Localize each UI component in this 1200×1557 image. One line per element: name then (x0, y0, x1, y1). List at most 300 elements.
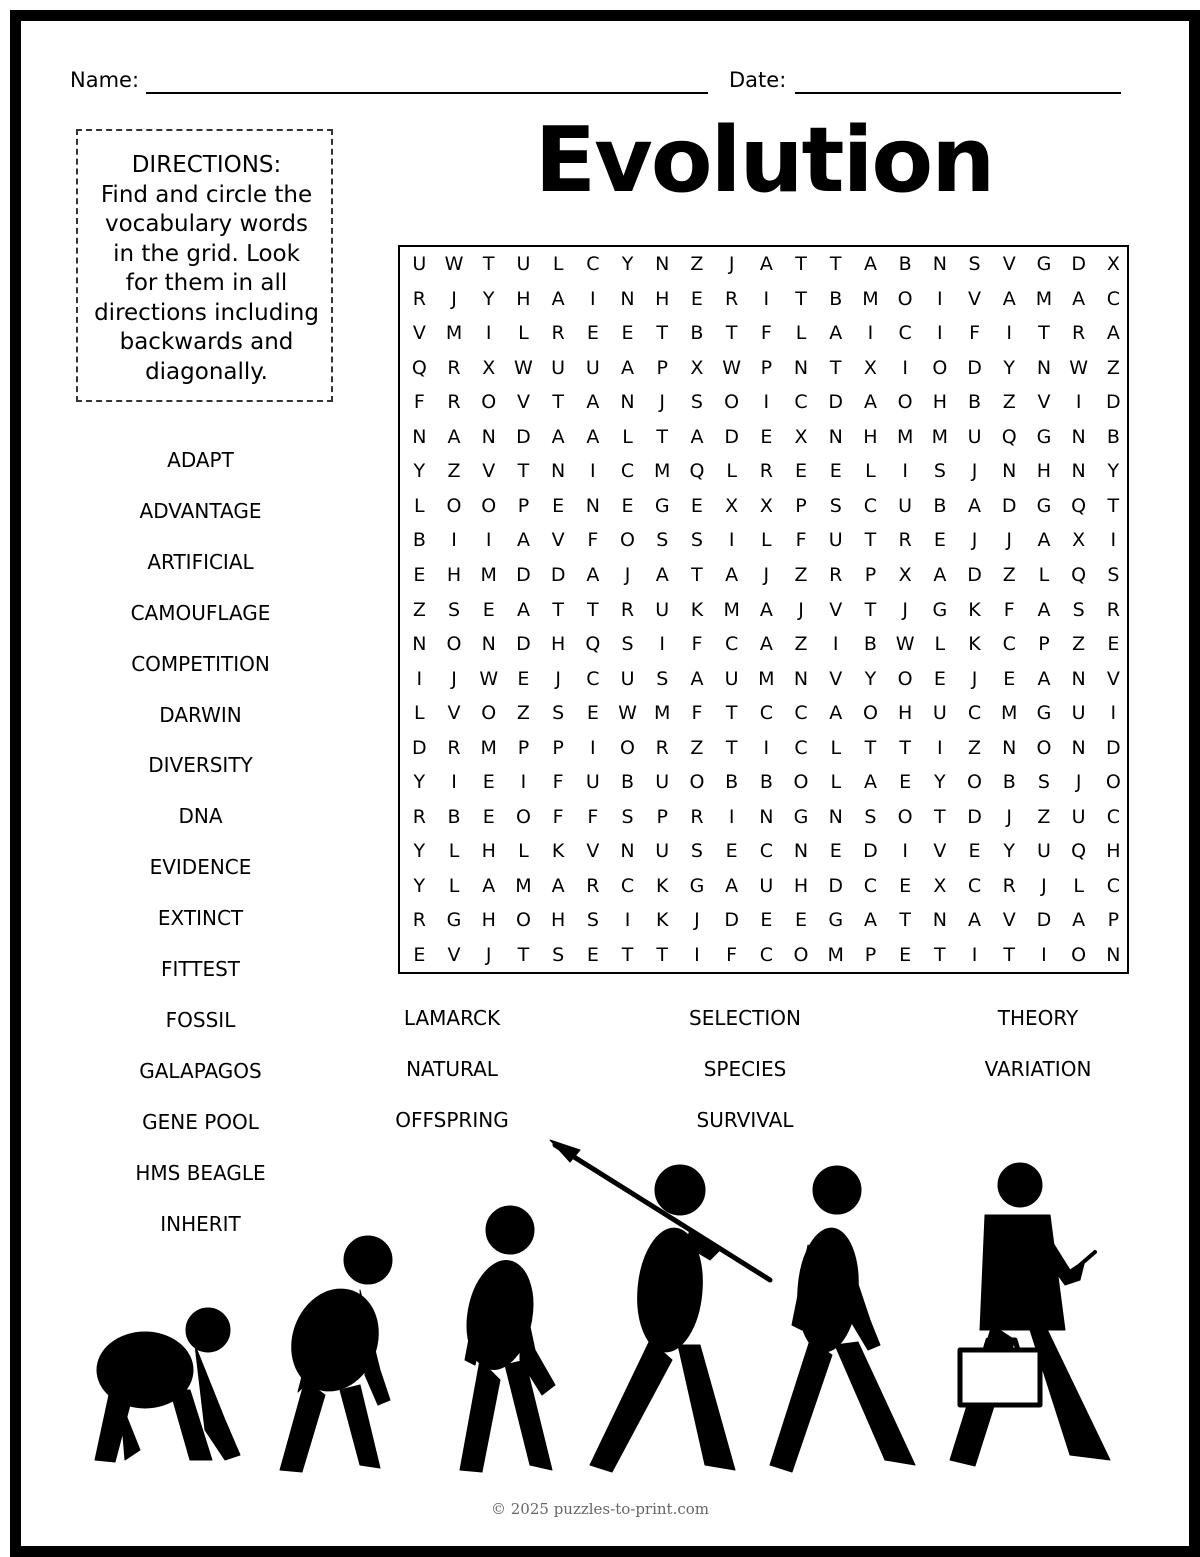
grid-letter[interactable]: T (1003, 944, 1016, 966)
grid-letter[interactable]: O (481, 391, 497, 414)
grid-letter[interactable]: I (902, 840, 908, 863)
grid-letter[interactable]: D (1036, 909, 1052, 932)
grid-letter[interactable]: P (656, 805, 668, 828)
grid-letter[interactable]: N (620, 391, 635, 414)
grid-letter[interactable]: V (551, 529, 565, 552)
grid-letter[interactable]: B (412, 529, 426, 552)
grid-letter[interactable]: D (967, 356, 982, 379)
grid-letter[interactable]: A (829, 702, 843, 725)
grid-letter[interactable]: T (517, 460, 530, 483)
grid-letter[interactable]: N (1106, 944, 1121, 966)
grid-letter[interactable]: K (656, 909, 669, 932)
grid-letter[interactable]: F (726, 944, 738, 966)
grid-letter[interactable]: T (829, 356, 842, 379)
grid-letter[interactable]: A (621, 356, 635, 379)
grid-letter[interactable]: U (655, 840, 670, 863)
grid-letter[interactable]: M (445, 322, 463, 345)
grid-letter[interactable]: I (902, 356, 908, 379)
grid-letter[interactable]: I (728, 529, 735, 552)
grid-letter[interactable]: A (725, 563, 739, 586)
grid-letter[interactable]: T (517, 944, 530, 966)
grid-letter[interactable]: N (793, 840, 809, 863)
grid-letter[interactable]: R (447, 736, 461, 759)
grid-letter[interactable]: L (622, 425, 633, 448)
grid-letter[interactable]: Y (864, 667, 877, 690)
grid-letter[interactable]: A (447, 425, 461, 448)
grid-letter[interactable]: N (1071, 460, 1086, 483)
grid-letter[interactable]: T (795, 287, 807, 310)
grid-letter[interactable]: H (550, 633, 566, 656)
grid-letter[interactable]: I (971, 944, 978, 966)
grid-letter[interactable]: R (412, 287, 426, 310)
grid-letter[interactable]: H (1036, 460, 1052, 483)
grid-letter[interactable]: J (728, 253, 735, 275)
grid-letter[interactable]: I (763, 287, 770, 310)
grid-letter[interactable]: W (514, 356, 533, 379)
grid-letter[interactable]: W (444, 253, 464, 275)
grid-letter[interactable]: S (1107, 563, 1120, 586)
grid-letter[interactable]: A (863, 391, 877, 414)
grid-letter[interactable]: M (896, 425, 914, 448)
grid-letter[interactable]: I (763, 736, 770, 759)
grid-letter[interactable]: O (446, 494, 462, 517)
grid-letter[interactable]: T (864, 598, 877, 621)
grid-letter[interactable]: N (828, 425, 843, 448)
grid-letter[interactable]: D (412, 736, 427, 759)
grid-letter[interactable]: P (1107, 909, 1120, 932)
grid-letter[interactable]: J (798, 598, 804, 621)
grid-letter[interactable]: S (552, 944, 565, 966)
grid-letter[interactable]: J (1041, 874, 1047, 897)
grid-letter[interactable]: G (793, 805, 809, 828)
grid-letter[interactable]: C (967, 702, 982, 725)
grid-letter[interactable]: L (518, 840, 529, 863)
grid-letter[interactable]: J (451, 667, 457, 690)
grid-letter[interactable]: Y (621, 253, 634, 275)
grid-letter[interactable]: H (446, 563, 462, 586)
grid-letter[interactable]: F (552, 805, 564, 828)
grid-letter[interactable]: U (620, 667, 635, 690)
grid-letter[interactable]: F (969, 322, 980, 345)
grid-letter[interactable]: A (1072, 909, 1086, 932)
grid-letter[interactable]: N (655, 253, 670, 275)
grid-letter[interactable]: I (937, 322, 943, 345)
grid-letter[interactable]: V (1037, 391, 1051, 414)
grid-letter[interactable]: M (654, 460, 671, 483)
grid-letter[interactable]: T (552, 391, 564, 414)
grid-letter[interactable]: B (863, 633, 877, 656)
grid-letter[interactable]: W (1069, 356, 1089, 379)
grid-letter[interactable]: N (828, 805, 843, 828)
grid-letter[interactable]: A (759, 253, 773, 275)
grid-letter[interactable]: O (793, 944, 809, 966)
grid-letter[interactable]: I (520, 771, 527, 794)
grid-letter[interactable]: L (1038, 563, 1050, 586)
grid-letter[interactable]: I (1041, 944, 1047, 966)
grid-letter[interactable]: L (795, 322, 807, 345)
grid-letter[interactable]: T (934, 805, 946, 828)
grid-letter[interactable]: O (481, 702, 497, 725)
grid-letter[interactable]: U (655, 771, 670, 794)
grid-letter[interactable]: A (690, 425, 704, 448)
grid-letter[interactable]: A (1037, 667, 1051, 690)
grid-letter[interactable]: N (551, 460, 566, 483)
grid-letter[interactable]: S (552, 702, 565, 725)
grid-letter[interactable]: U (932, 702, 947, 725)
grid-letter[interactable]: K (690, 598, 704, 621)
grid-letter[interactable]: R (725, 287, 739, 310)
grid-letter[interactable]: T (725, 702, 738, 725)
grid-letter[interactable]: J (971, 667, 978, 690)
grid-letter[interactable]: I (1006, 322, 1013, 345)
grid-letter[interactable]: K (551, 840, 565, 863)
grid-letter[interactable]: Z (1106, 356, 1120, 379)
grid-letter[interactable]: I (590, 287, 596, 310)
grid-letter[interactable]: W (895, 633, 915, 656)
grid-letter[interactable]: G (1036, 425, 1052, 448)
grid-letter[interactable]: U (828, 529, 843, 552)
grid-letter[interactable]: Y (1003, 356, 1016, 379)
grid-letter[interactable]: C (1106, 874, 1120, 897)
grid-letter[interactable]: P (795, 494, 807, 517)
grid-letter[interactable]: W (722, 356, 742, 379)
grid-letter[interactable]: H (863, 425, 878, 448)
grid-letter[interactable]: B (447, 805, 461, 828)
grid-letter[interactable]: L (761, 529, 772, 552)
grid-letter[interactable]: R (1106, 598, 1120, 621)
grid-letter[interactable]: X (1072, 529, 1086, 552)
grid-letter[interactable]: L (726, 460, 737, 483)
grid-letter[interactable]: H (793, 874, 809, 897)
grid-letter[interactable]: N (932, 253, 947, 275)
grid-letter[interactable]: A (586, 563, 600, 586)
grid-letter[interactable]: U (655, 598, 670, 621)
grid-letter[interactable]: T (725, 736, 738, 759)
grid-letter[interactable]: R (1072, 322, 1086, 345)
grid-letter[interactable]: L (830, 736, 842, 759)
grid-letter[interactable]: N (1036, 356, 1052, 379)
grid-letter[interactable]: O (897, 391, 913, 414)
grid-letter[interactable]: D (550, 563, 566, 586)
grid-letter[interactable]: A (551, 425, 565, 448)
grid-letter[interactable]: D (724, 909, 739, 932)
grid-letter[interactable]: I (1110, 529, 1117, 552)
grid-letter[interactable]: T (691, 563, 703, 586)
grid-letter[interactable]: P (864, 563, 877, 586)
grid-letter[interactable]: O (724, 391, 740, 414)
grid-letter[interactable]: M (1035, 287, 1053, 310)
grid-letter[interactable]: S (690, 840, 703, 863)
grid-letter[interactable]: X (933, 874, 947, 897)
grid-letter[interactable]: C (967, 874, 982, 897)
grid-letter[interactable]: X (1106, 253, 1120, 275)
grid-letter[interactable]: L (518, 322, 529, 345)
grid-letter[interactable]: G (654, 494, 670, 517)
grid-letter[interactable]: K (968, 633, 981, 656)
grid-letter[interactable]: V (412, 322, 426, 345)
grid-letter[interactable]: T (829, 253, 842, 275)
grid-letter[interactable]: D (516, 425, 531, 448)
grid-letter[interactable]: O (620, 529, 636, 552)
grid-letter[interactable]: A (690, 667, 704, 690)
grid-letter[interactable]: V (586, 840, 600, 863)
grid-letter[interactable]: R (829, 563, 843, 586)
grid-letter[interactable]: C (863, 494, 878, 517)
grid-letter[interactable]: N (1071, 425, 1086, 448)
grid-letter[interactable]: U (585, 356, 600, 379)
grid-letter[interactable]: A (829, 322, 843, 345)
grid-letter[interactable]: H (550, 909, 566, 932)
grid-letter[interactable]: J (763, 563, 770, 586)
grid-letter[interactable]: A (1002, 287, 1016, 310)
grid-letter[interactable]: R (620, 598, 635, 621)
grid-letter[interactable]: O (932, 356, 948, 379)
grid-letter[interactable]: N (793, 356, 809, 379)
grid-letter[interactable]: T (482, 253, 495, 275)
grid-letter[interactable]: P (517, 736, 530, 759)
grid-letter[interactable]: D (724, 425, 739, 448)
grid-letter[interactable]: A (1072, 287, 1086, 310)
grid-letter[interactable]: I (659, 633, 666, 656)
grid-letter[interactable]: X (898, 563, 912, 586)
grid-letter[interactable]: I (694, 944, 700, 966)
grid-letter[interactable]: I (728, 805, 735, 828)
grid-letter[interactable]: Z (1002, 563, 1016, 586)
grid-letter[interactable]: T (621, 944, 634, 966)
grid-letter[interactable]: I (416, 667, 423, 690)
grid-letter[interactable]: Z (447, 460, 461, 483)
grid-letter[interactable]: Z (412, 598, 426, 621)
grid-letter[interactable]: A (655, 563, 669, 586)
grid-letter[interactable]: J (1006, 529, 1013, 552)
grid-letter[interactable]: H (897, 702, 913, 725)
grid-letter[interactable]: U (967, 425, 982, 448)
grid-letter[interactable]: C (794, 736, 808, 759)
grid-letter[interactable]: C (898, 322, 912, 345)
grid-letter[interactable]: Z (968, 736, 982, 759)
grid-letter[interactable]: C (725, 633, 739, 656)
grid-letter[interactable]: P (552, 736, 564, 759)
grid-letter[interactable]: L (448, 840, 460, 863)
grid-letter[interactable]: Z (690, 253, 704, 275)
grid-letter[interactable]: A (1037, 598, 1051, 621)
grid-letter[interactable]: S (448, 598, 461, 621)
grid-letter[interactable]: B (898, 253, 912, 275)
grid-letter[interactable]: V (829, 667, 843, 690)
grid-letter[interactable]: X (794, 425, 808, 448)
grid-letter[interactable]: T (656, 944, 669, 966)
grid-letter[interactable]: D (1106, 736, 1121, 759)
grid-letter[interactable]: S (829, 494, 842, 517)
grid-letter[interactable]: I (451, 771, 457, 794)
grid-letter[interactable]: A (1037, 529, 1051, 552)
grid-letter[interactable]: I (937, 736, 943, 759)
grid-letter[interactable]: R (898, 529, 912, 552)
grid-letter[interactable]: I (867, 322, 874, 345)
grid-letter[interactable]: A (551, 874, 565, 897)
grid-letter[interactable]: A (933, 563, 947, 586)
grid-letter[interactable]: S (1037, 771, 1050, 794)
grid-letter[interactable]: B (725, 771, 739, 794)
grid-letter[interactable]: P (864, 944, 877, 966)
grid-letter[interactable]: U (1071, 805, 1086, 828)
grid-letter[interactable]: A (968, 909, 982, 932)
grid-letter[interactable]: H (481, 909, 496, 932)
grid-letter[interactable]: E (760, 425, 773, 448)
grid-letter[interactable]: A (863, 909, 877, 932)
grid-letter[interactable]: N (412, 633, 427, 656)
grid-letter[interactable]: R (551, 322, 565, 345)
grid-letter[interactable]: M (654, 702, 671, 725)
grid-letter[interactable]: P (760, 356, 773, 379)
grid-letter[interactable]: H (481, 840, 496, 863)
grid-letter[interactable]: E (552, 494, 565, 517)
grid-letter[interactable]: A (725, 874, 739, 897)
grid-letter[interactable]: U (585, 771, 600, 794)
grid-letter[interactable]: O (793, 771, 809, 794)
grid-letter[interactable]: S (621, 805, 634, 828)
grid-letter[interactable]: W (479, 667, 499, 690)
grid-letter[interactable]: W (618, 702, 637, 725)
grid-letter[interactable]: F (795, 529, 807, 552)
grid-letter[interactable]: C (863, 874, 878, 897)
grid-letter[interactable]: O (1036, 736, 1052, 759)
grid-letter[interactable]: S (690, 529, 703, 552)
grid-letter[interactable]: S (968, 253, 981, 275)
grid-letter[interactable]: O (515, 909, 531, 932)
grid-letter[interactable]: R (412, 805, 426, 828)
grid-letter[interactable]: E (829, 840, 842, 863)
grid-letter[interactable]: A (968, 494, 982, 517)
grid-letter[interactable]: M (480, 736, 497, 759)
grid-letter[interactable]: O (1105, 771, 1121, 794)
grid-letter[interactable]: A (586, 391, 600, 414)
grid-letter[interactable]: E (899, 874, 912, 897)
grid-letter[interactable]: A (482, 874, 496, 897)
grid-letter[interactable]: E (933, 529, 946, 552)
grid-letter[interactable]: X (690, 356, 704, 379)
grid-letter[interactable]: D (516, 563, 531, 586)
grid-letter[interactable]: I (1110, 702, 1117, 725)
grid-letter[interactable]: Z (794, 563, 808, 586)
grid-letter[interactable]: U (724, 667, 739, 690)
grid-letter[interactable]: C (794, 391, 808, 414)
grid-letter[interactable]: Y (413, 771, 426, 794)
grid-letter[interactable]: E (621, 322, 634, 345)
grid-letter[interactable]: E (690, 494, 703, 517)
grid-letter[interactable]: J (1006, 805, 1013, 828)
grid-letter[interactable]: G (1036, 494, 1052, 517)
grid-letter[interactable]: E (899, 771, 912, 794)
grid-letter[interactable]: I (451, 529, 457, 552)
grid-letter[interactable]: R (412, 909, 426, 932)
grid-letter[interactable]: A (551, 287, 565, 310)
grid-letter[interactable]: E (621, 494, 634, 517)
name-field[interactable] (146, 92, 708, 94)
grid-letter[interactable]: Q (585, 633, 601, 656)
grid-letter[interactable]: N (1071, 667, 1086, 690)
grid-letter[interactable]: B (621, 771, 635, 794)
grid-letter[interactable]: M (827, 944, 844, 966)
grid-letter[interactable]: K (656, 874, 669, 897)
grid-letter[interactable]: N (932, 909, 947, 932)
grid-letter[interactable]: V (516, 391, 530, 414)
grid-letter[interactable]: M (723, 598, 740, 621)
grid-letter[interactable]: F (587, 529, 599, 552)
grid-letter[interactable]: E (586, 322, 599, 345)
grid-letter[interactable]: B (1106, 425, 1120, 448)
grid-letter[interactable]: E (413, 563, 426, 586)
grid-letter[interactable]: M (515, 874, 532, 897)
grid-letter[interactable]: Q (689, 460, 705, 483)
grid-letter[interactable]: I (1075, 391, 1082, 414)
grid-letter[interactable]: S (864, 805, 877, 828)
grid-letter[interactable]: D (1106, 391, 1121, 414)
grid-letter[interactable]: R (447, 356, 461, 379)
grid-letter[interactable]: C (1106, 287, 1120, 310)
grid-letter[interactable]: Z (794, 633, 808, 656)
grid-letter[interactable]: L (865, 460, 876, 483)
grid-letter[interactable]: N (585, 494, 600, 517)
grid-letter[interactable]: M (480, 563, 497, 586)
grid-letter[interactable]: Y (1107, 460, 1120, 483)
grid-letter[interactable]: J (971, 460, 978, 483)
grid-letter[interactable]: O (689, 771, 705, 794)
grid-letter[interactable]: E (482, 771, 495, 794)
grid-letter[interactable]: A (759, 633, 773, 656)
date-field[interactable] (795, 92, 1121, 94)
grid-letter[interactable]: J (694, 909, 700, 932)
grid-letter[interactable]: I (902, 460, 908, 483)
grid-letter[interactable]: H (516, 287, 531, 310)
grid-letter[interactable]: D (1001, 494, 1017, 517)
grid-letter[interactable]: L (414, 494, 425, 517)
grid-letter[interactable]: N (1002, 460, 1017, 483)
grid-letter[interactable]: I (485, 322, 492, 345)
grid-letter[interactable]: K (968, 598, 981, 621)
grid-letter[interactable]: U (1071, 702, 1086, 725)
grid-letter[interactable]: O (897, 287, 913, 310)
grid-letter[interactable]: L (830, 771, 842, 794)
grid-letter[interactable]: A (759, 598, 773, 621)
grid-letter[interactable]: F (1003, 598, 1015, 621)
grid-letter[interactable]: V (1106, 667, 1120, 690)
grid-letter[interactable]: R (1002, 874, 1016, 897)
grid-letter[interactable]: U (759, 874, 774, 897)
grid-letter[interactable]: G (932, 598, 948, 621)
grid-letter[interactable]: Q (411, 356, 427, 379)
grid-letter[interactable]: O (515, 805, 531, 828)
grid-letter[interactable]: A (1106, 322, 1120, 345)
grid-letter[interactable]: D (967, 563, 982, 586)
grid-letter[interactable]: F (760, 322, 772, 345)
grid-letter[interactable]: A (586, 425, 600, 448)
grid-letter[interactable]: M (758, 667, 775, 690)
grid-letter[interactable]: X (759, 494, 773, 517)
grid-letter[interactable]: J (1075, 771, 1082, 794)
grid-letter[interactable]: J (971, 529, 978, 552)
grid-letter[interactable]: Y (413, 460, 426, 483)
grid-letter[interactable]: C (586, 253, 600, 275)
grid-letter[interactable]: O (897, 805, 913, 828)
grid-letter[interactable]: D (863, 840, 878, 863)
grid-letter[interactable]: P (517, 494, 530, 517)
grid-letter[interactable]: T (587, 598, 599, 621)
grid-letter[interactable]: D (828, 874, 844, 897)
grid-letter[interactable]: R (690, 805, 704, 828)
grid-letter[interactable]: R (655, 736, 669, 759)
grid-letter[interactable]: S (586, 909, 599, 932)
